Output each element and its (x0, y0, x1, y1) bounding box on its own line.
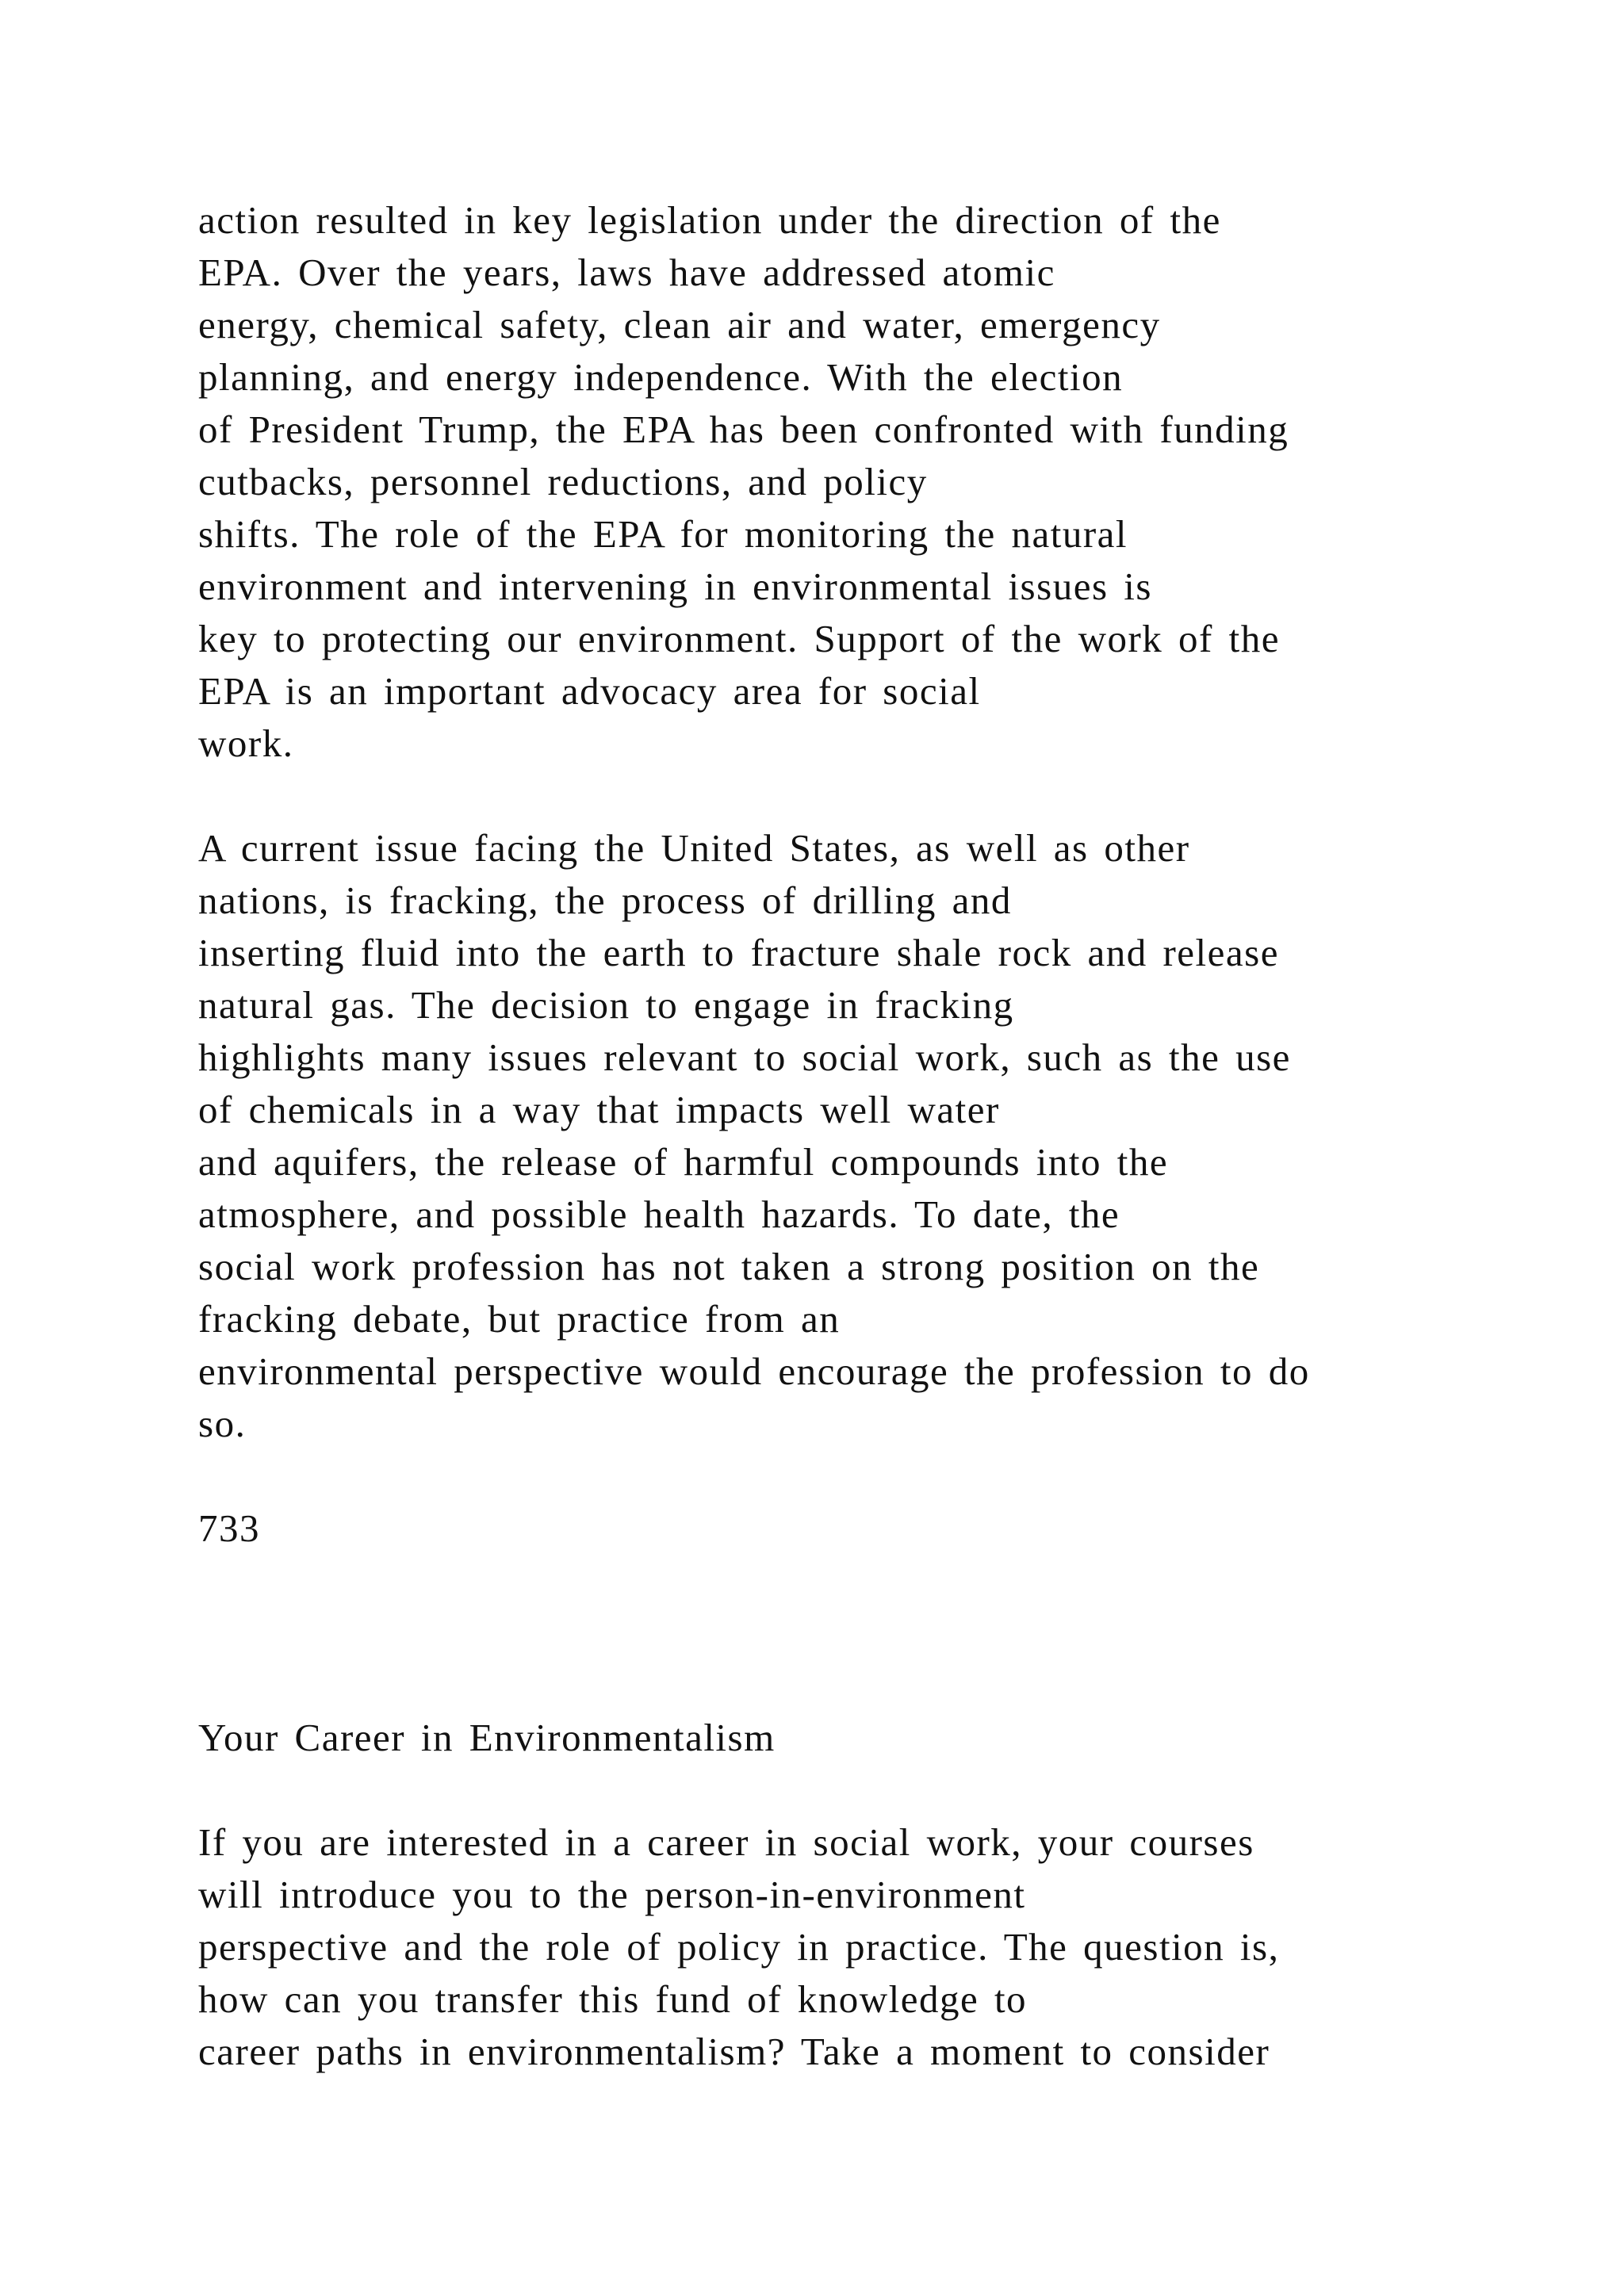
text-line: highlights many issues relevant to social work, such as the use (198, 1035, 1291, 1079)
text-line: fracking debate, but practice from an (198, 1297, 841, 1341)
section-heading: Your Career in Environmentalism (198, 1716, 776, 1759)
paragraph-fracking (198, 822, 1483, 1450)
text-line: so. (198, 1402, 247, 1445)
paragraph-spacer (198, 1450, 1483, 1502)
text-line: environment and intervening in environmental issues is (198, 564, 1152, 608)
section-spacer (198, 1555, 1483, 1712)
paragraph-spacer (198, 770, 1483, 822)
text-line: EPA. Over the years, laws have addressed atomic (198, 251, 1055, 294)
text-line: nations, is fracking, the process of drilling and (198, 878, 1012, 922)
text-line: of President Trump, the EPA has been confronted with funding (198, 408, 1289, 451)
document-body (198, 194, 1483, 2078)
text-line: how can you transfer this fund of knowledge to (198, 1977, 1028, 2021)
text-line: energy, chemical safety, clean air and water, emergency (198, 303, 1161, 346)
page-number: 733 (198, 1506, 260, 1550)
text-line: shifts. The role of the EPA for monitoring the natural (198, 512, 1128, 556)
text-line: social work profession has not taken a strong position on the (198, 1245, 1260, 1288)
text-line: will introduce you to the person-in-environment (198, 1873, 1026, 1916)
text-line: perspective and the role of policy in practice. The question is, (198, 1925, 1280, 1969)
paragraph-spacer (198, 1764, 1483, 1816)
text-line: inserting fluid into the earth to fracture shale rock and release (198, 931, 1279, 974)
text-line: EPA is an important advocacy area for social (198, 669, 981, 713)
text-line: A current issue facing the United States, as well as other (198, 826, 1190, 870)
paragraph-career (198, 1816, 1483, 2078)
text-line: atmosphere, and possible health hazards. To date, the (198, 1192, 1120, 1236)
text-line: and aquifers, the release of harmful compounds into the (198, 1140, 1169, 1184)
text-line: cutbacks, personnel reductions, and policy (198, 460, 928, 503)
text-line: career paths in environmentalism? Take a moment to consider (198, 2030, 1270, 2073)
text-line: action resulted in key legislation under the direction of the (198, 198, 1221, 242)
text-line: planning, and energy independence. With the election (198, 355, 1124, 399)
text-line: environmental perspective would encourage the profession to do (198, 1349, 1310, 1393)
paragraph-epa-legislation (198, 194, 1483, 770)
text-line: If you are interested in a career in social work, your courses (198, 1820, 1254, 1864)
text-line: key to protecting our environment. Support of the work of the (198, 617, 1280, 660)
text-line: work. (198, 721, 294, 765)
text-line: of chemicals in a way that impacts well water (198, 1088, 1000, 1131)
text-line: natural gas. The decision to engage in fracking (198, 983, 1014, 1027)
